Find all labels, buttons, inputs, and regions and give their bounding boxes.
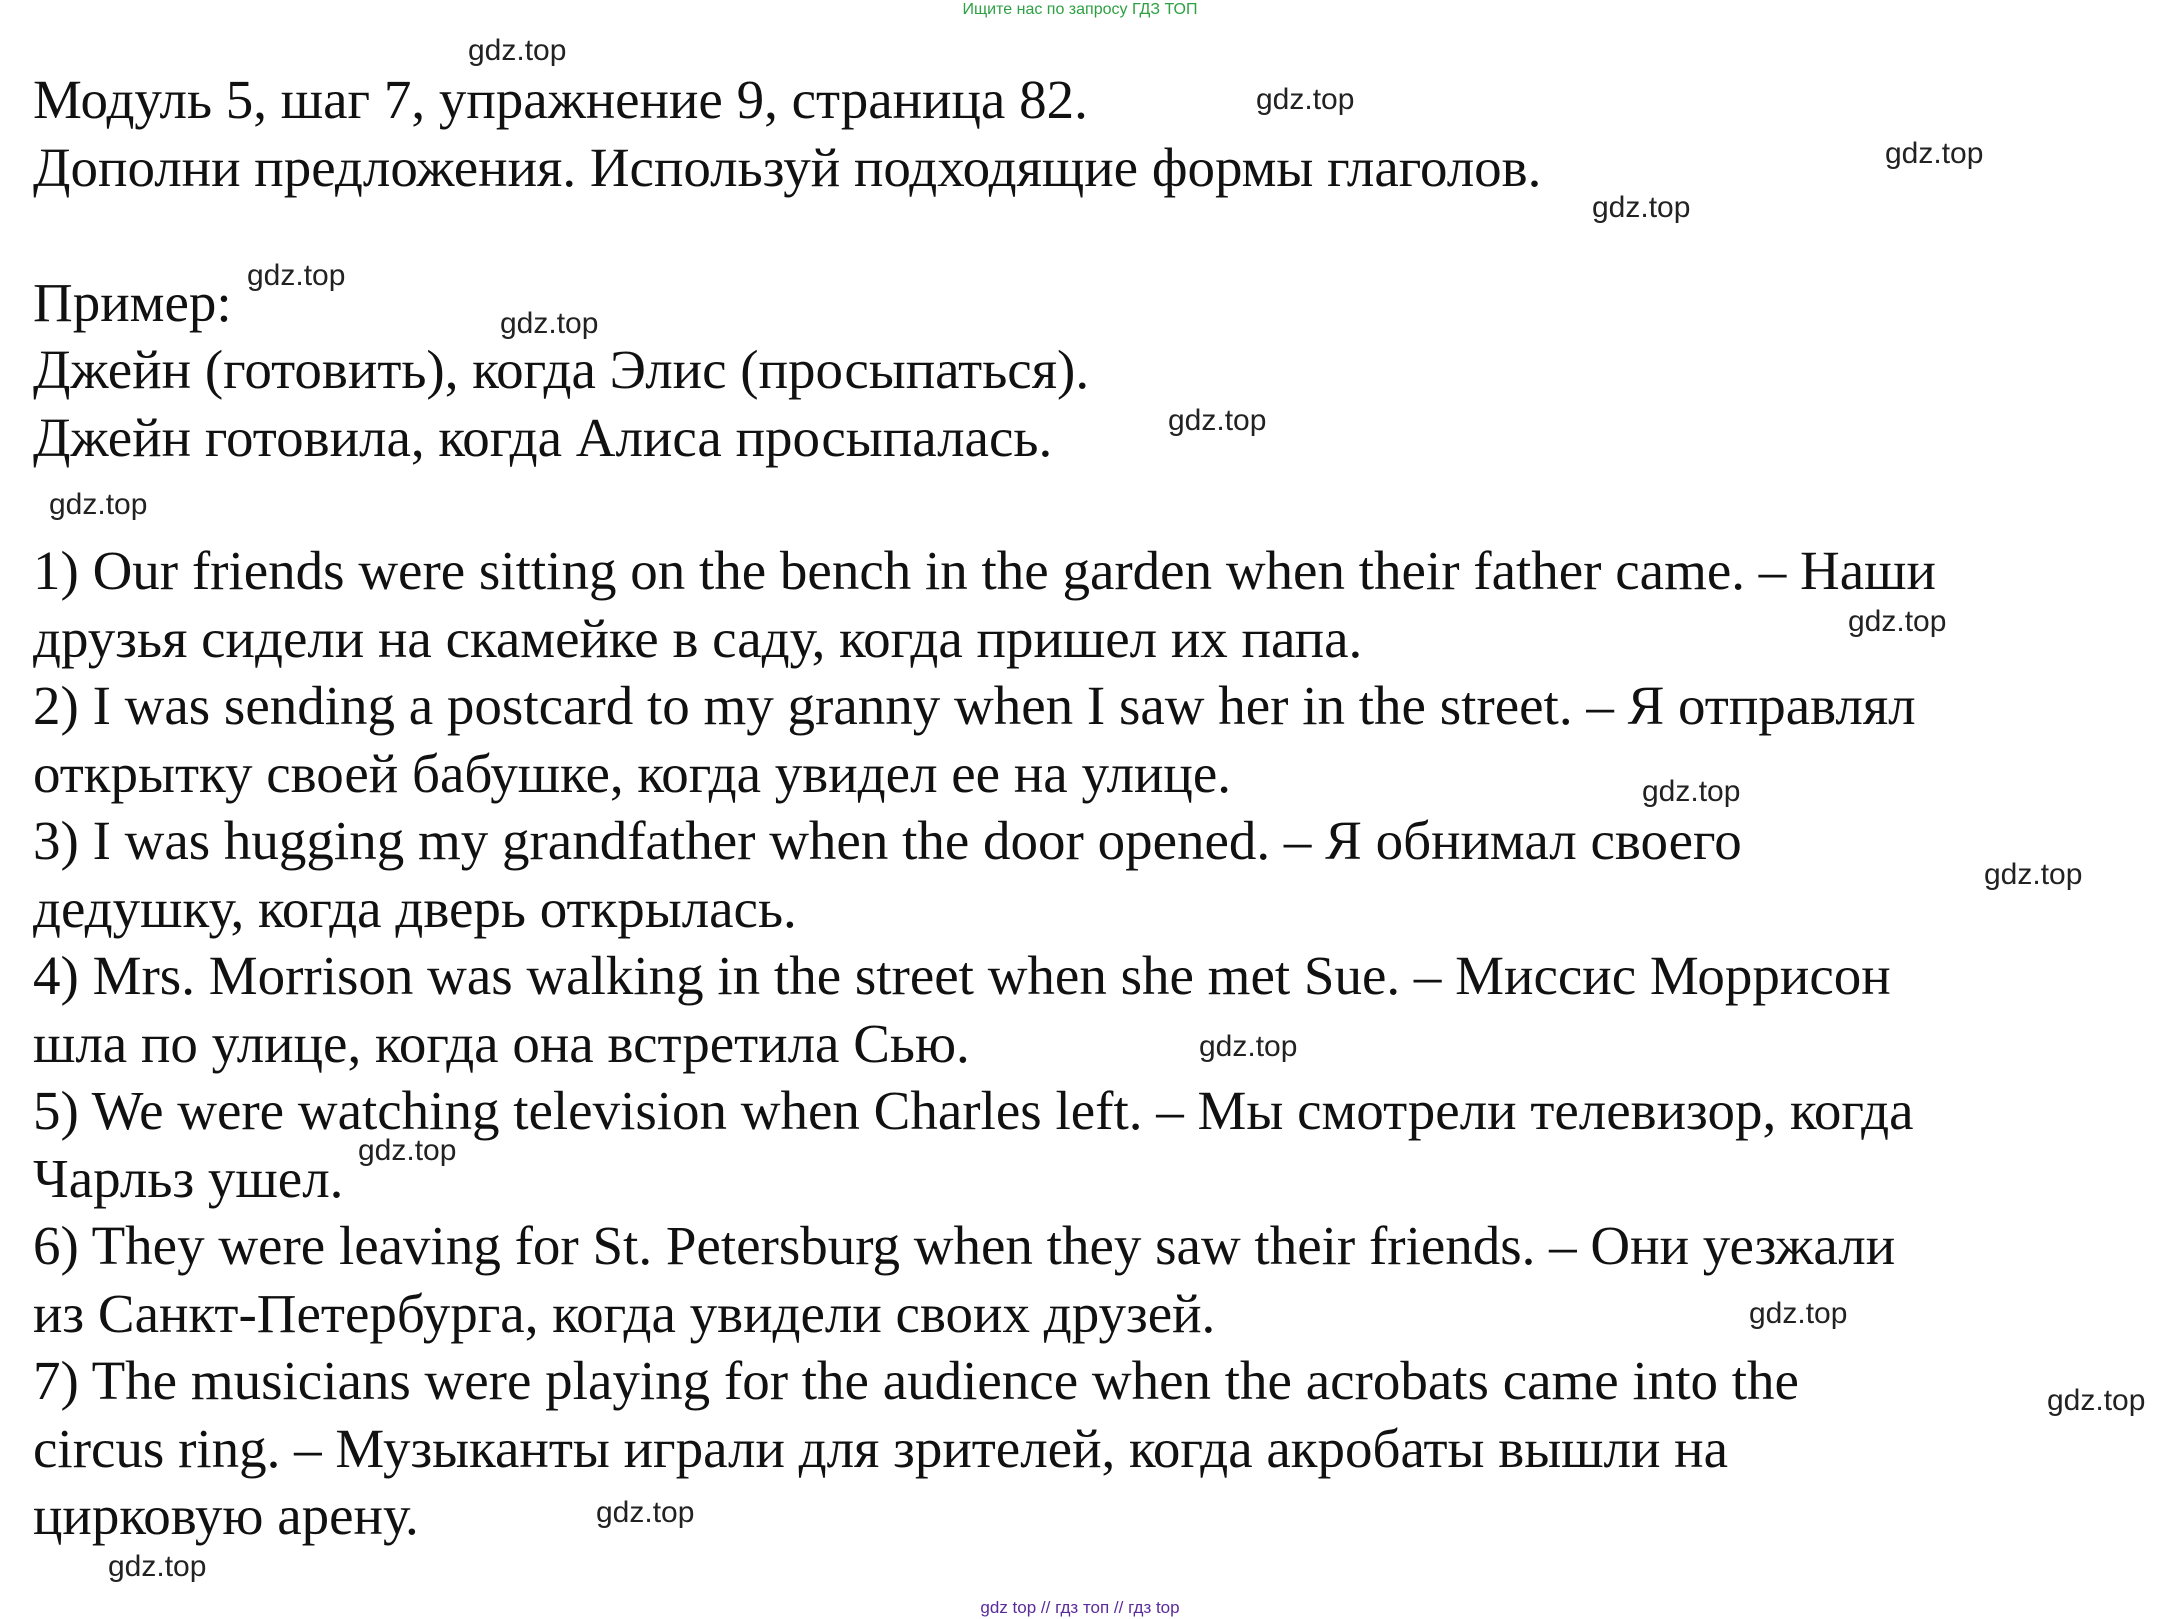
answer-line: 7) The musicians were playing for the audience when the acrobats came into the — [33, 1350, 1799, 1411]
answer-line: 3) I was hugging my grandfather when the door opened. – Я обнимал своего — [33, 810, 1742, 871]
answer-line: шла по улице, когда она встретила Сью. — [33, 1012, 970, 1074]
answer-line: 1) Our friends were sitting on the bench in the garden when their father came. – Наши — [33, 540, 1936, 601]
answer-line: 5) We were watching television when Charles left. – Мы смотрели телевизор, когда — [33, 1080, 1914, 1141]
exercise-instruction: Дополни предложения. Используй подходящие формы глаголов. — [33, 136, 1542, 198]
answer-line: друзья сидели на скамейке в саду, когда пришел их папа. — [33, 607, 1363, 669]
watermark: gdz.top — [1749, 1297, 1848, 1330]
spacer — [33, 201, 2123, 269]
answer-line: circus ring. – Музыканты играли для зрителей, когда акробаты вышли на — [33, 1417, 1728, 1479]
watermark: gdz.top — [1256, 83, 1355, 116]
answer-line: Чарльз ушел. — [33, 1147, 344, 1209]
top-banner: Ищите нас по запросу ГДЗ ТОП — [962, 1, 1198, 18]
example-answer: Джейн готовила, когда Алиса просыпалась. — [33, 406, 1053, 468]
answer-line: 2) I was sending a postcard to my granny when I saw her in the street. – Я отправлял — [33, 675, 1916, 736]
answer-line: из Санкт-Петербурга, когда увидели своих друзей. — [33, 1282, 1216, 1344]
watermark: gdz.top — [49, 488, 148, 521]
watermark: gdz.top — [247, 259, 346, 292]
answer-line: открытку своей бабушке, когда увидел ее на улице. — [33, 742, 1231, 804]
watermark: gdz.top — [108, 1550, 207, 1583]
example-label: Пример: — [33, 271, 232, 333]
watermark: gdz.top — [500, 307, 599, 340]
watermark: gdz.top — [1642, 775, 1741, 808]
watermark: gdz.top — [1984, 858, 2083, 891]
answer-line: цирковую арену. — [33, 1485, 419, 1546]
watermark: gdz.top — [1592, 191, 1691, 224]
watermark: gdz.top — [468, 34, 567, 67]
exercise-title: Модуль 5, шаг 7, упражнение 9, страница 82. — [33, 69, 1088, 130]
watermark: gdz.top — [1848, 605, 1947, 638]
example-task: Джейн (готовить), когда Элис (просыпаться). — [33, 339, 1090, 400]
answer-line: дедушку, когда дверь открылась. — [33, 877, 797, 939]
footer: gdz top // гдз топ // гдз top — [980, 1598, 1180, 1617]
watermark: gdz.top — [1885, 137, 1984, 170]
watermark: gdz.top — [1199, 1030, 1298, 1063]
watermark: gdz.top — [2047, 1384, 2146, 1417]
spacer — [33, 471, 2123, 537]
watermark: gdz.top — [358, 1134, 457, 1167]
watermark: gdz.top — [596, 1496, 695, 1529]
answer-line: 4) Mrs. Morrison was walking in the street when she met Sue. – Миссис Моррисон — [33, 945, 1891, 1006]
answer-line: 6) They were leaving for St. Petersburg when they saw their friends. – Они уезжали — [33, 1215, 1896, 1276]
watermark: gdz.top — [1168, 404, 1267, 437]
